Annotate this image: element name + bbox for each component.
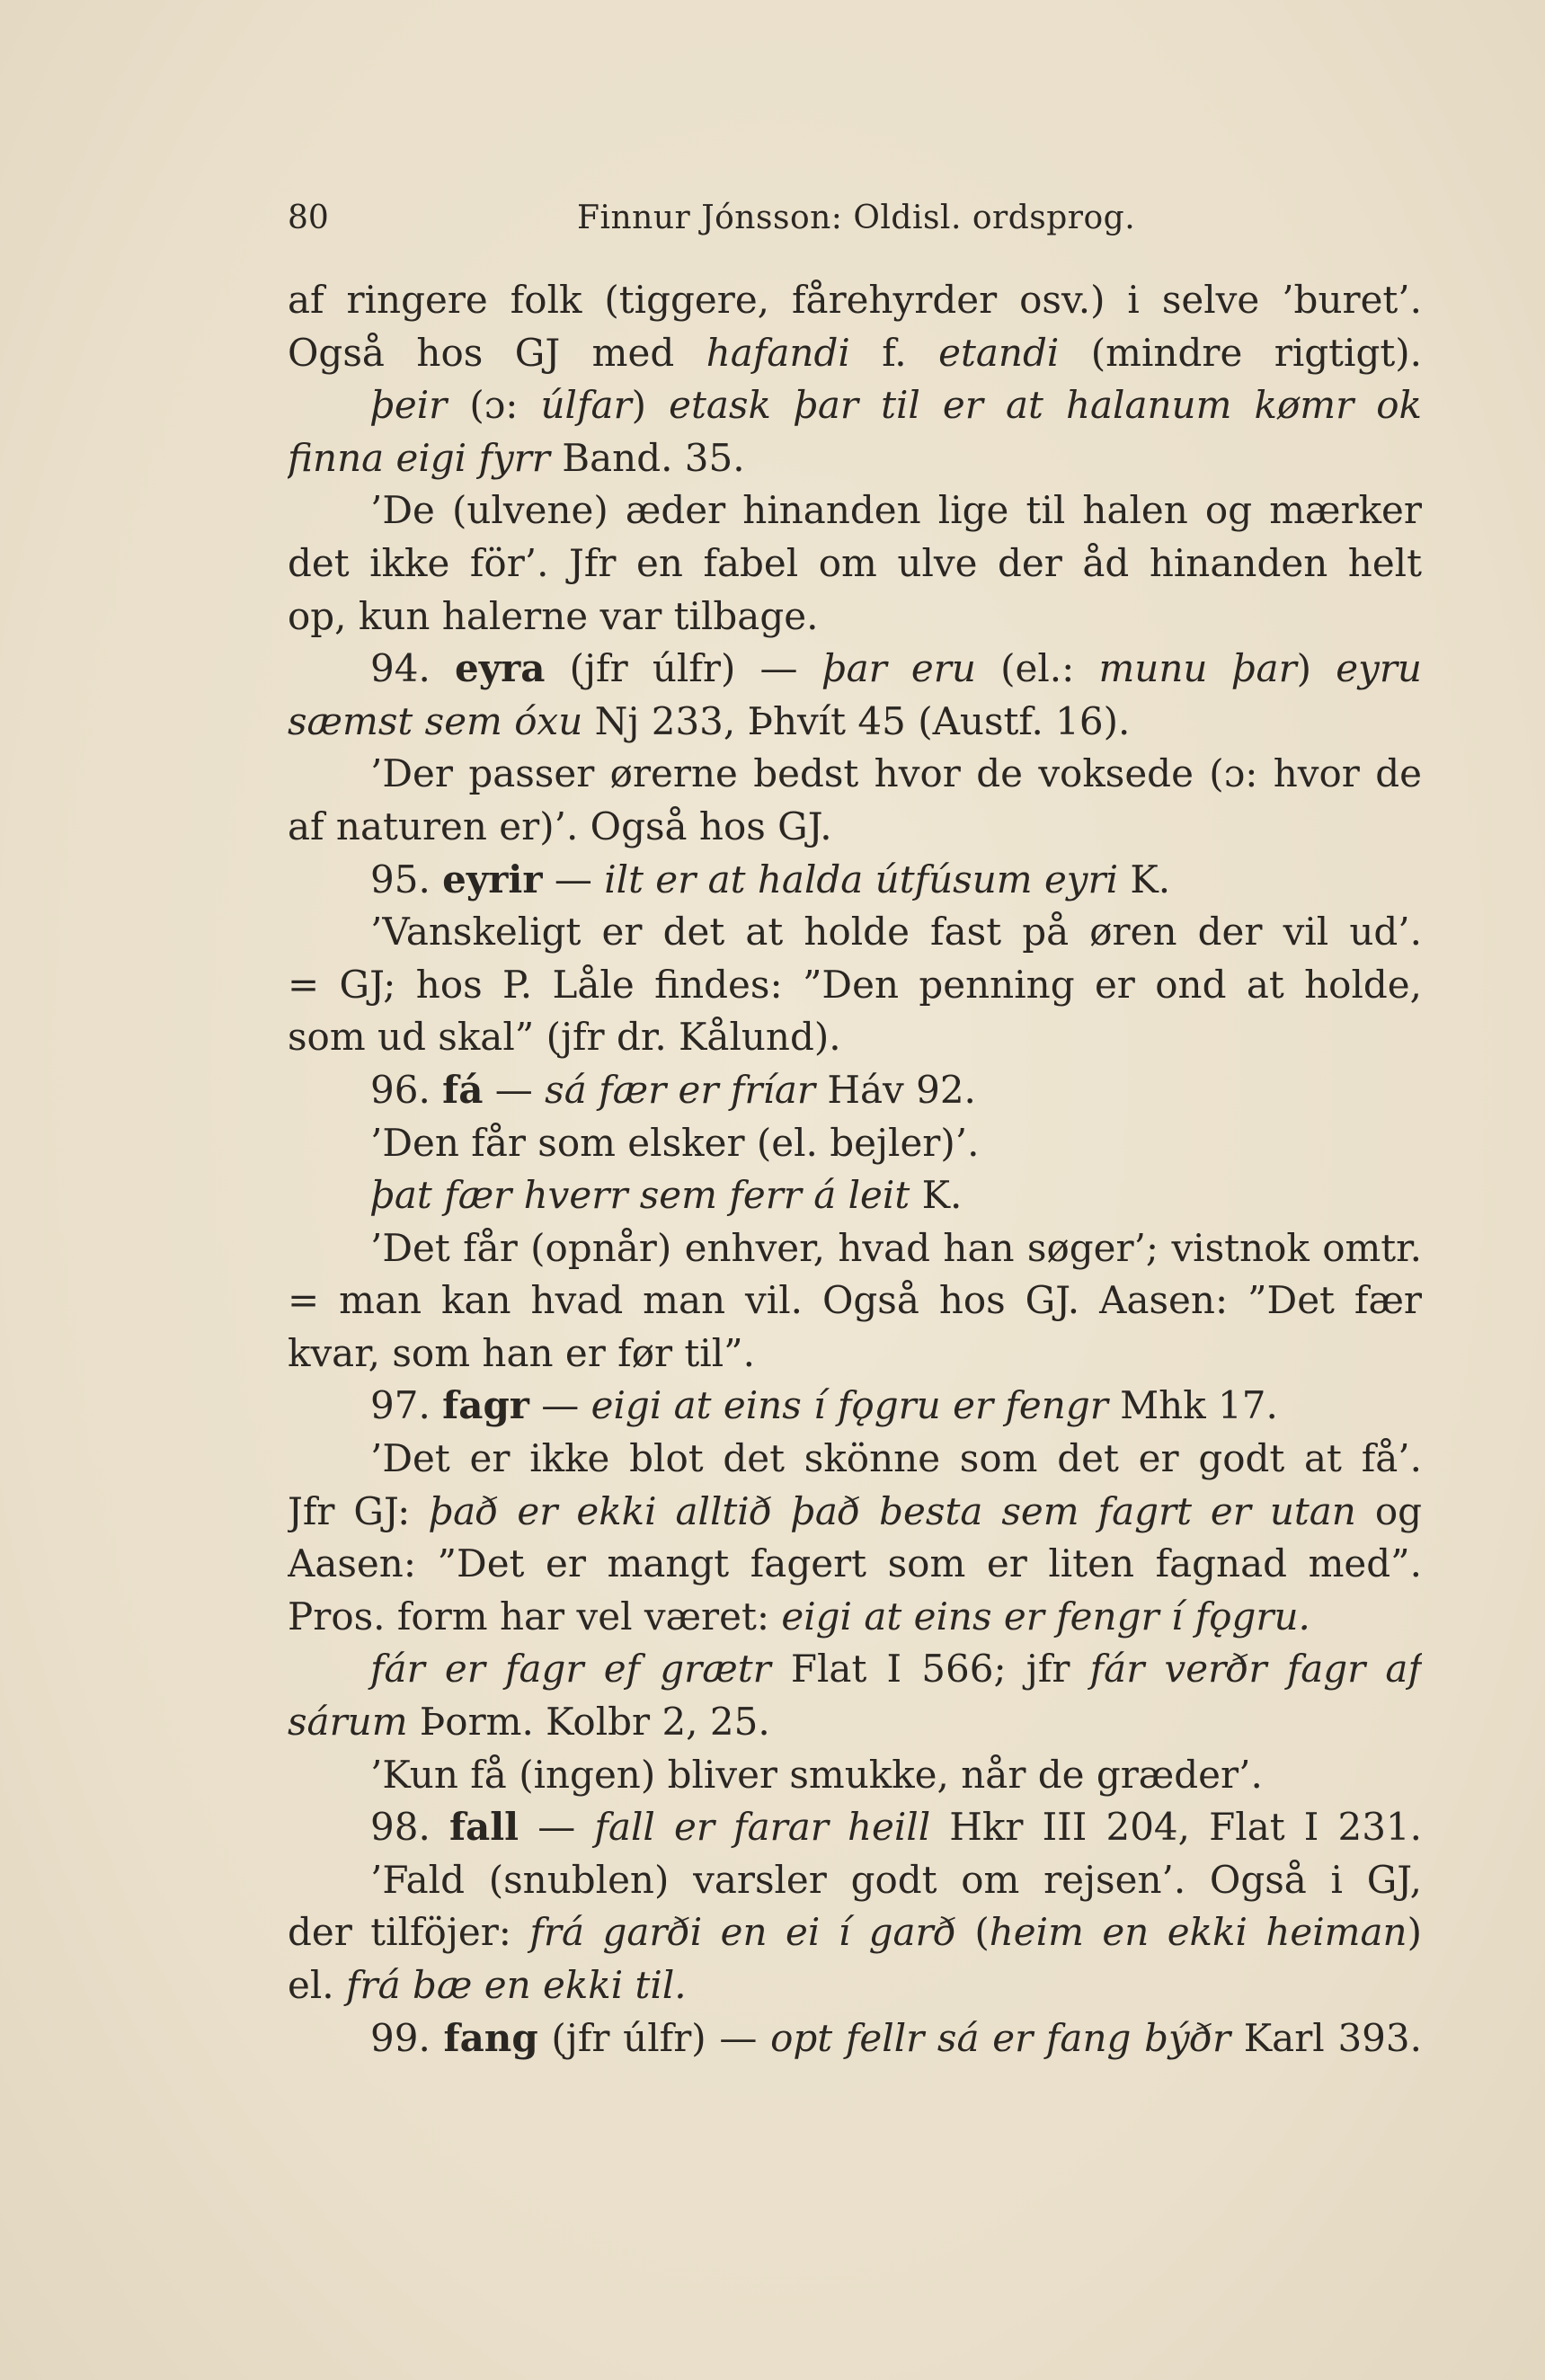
text-line: ’Vanskeligt er det at holde fast på øren der vil ud’. (370, 910, 1422, 955)
text-line: op, kun halerne var tilbage. (288, 593, 819, 638)
text-line: 97. fagr — eigi at eins í fǫgru er fengr Mhk 17. (370, 1383, 1278, 1428)
text-line: sæmst sem óxu Nj 233, Þhvít 45 (Austf. 16). (288, 698, 1131, 743)
text-line: kvar, som han er før til”. (288, 1330, 755, 1375)
text-line: sárum Þorm. Kolbr 2, 25. (288, 1700, 770, 1745)
text-line: þeir (ɔ: úlfar) etask þar til er at halanum kømr ok (370, 383, 1422, 428)
text-line: ’Der passer ørerne bedst hvor de voksede (ɔ: hvor de (370, 751, 1422, 796)
page-body-text (288, 274, 1422, 2065)
text-line: þat fær hverr sem ferr á leit K. (370, 1173, 963, 1218)
text-line: ’De (ulvene) æder hinanden lige til halen og mærker (370, 488, 1422, 533)
text-line: ’Den får som elsker (el. bejler)’. (370, 1120, 980, 1165)
running-header (288, 200, 1420, 253)
text-line: 99. fang (jfr úlfr) — opt fellr sá er fang býðr Karl 393. (370, 2015, 1422, 2060)
text-line: el. frá bæ en ekki til. (288, 1963, 687, 2007)
text-line: Aasen: ”Det er mangt fagert som er liten fagnad med”. (288, 1541, 1422, 1586)
running-title: Finnur Jónsson: Oldisl. ordsprog. (577, 200, 1136, 236)
text-line: som ud skal” (jfr dr. Kålund). (288, 1015, 841, 1060)
text-line: 95. eyrir — ilt er at halda útfúsum eyri K. (370, 857, 1171, 901)
text-line: der tilföjer: frá garði en ei í garð (heim en ekki heiman) (288, 1910, 1422, 1955)
text-line: ’Det er ikke blot det skönne som det er godt at få’. (370, 1436, 1422, 1481)
text-line: 94. eyra (jfr úlfr) — þar eru (el.: munu þar) eyru (370, 646, 1422, 691)
text-line: finna eigi fyrr Band. 35. (288, 435, 745, 480)
text-line: det ikke för’. Jfr en fabel om ulve der åd hinanden helt (288, 540, 1422, 585)
text-line: ’Det får (opnår) enhver, hvad han søger’; vistnok omtr. (370, 1225, 1422, 1270)
text-line: fár er fagr ef grætr Flat I 566; jfr fár verðr fagr af (370, 1647, 1422, 1692)
page-number: 80 (288, 200, 329, 236)
text-line: 98. fall — fall er farar heill Hkr III 204, Flat I 231. (370, 1805, 1422, 1850)
text-line: 96. fá — sá fær er fríar Háv 92. (370, 1067, 976, 1112)
text-line: Pros. form har vel været: eigi at eins er fengr í fǫgru. (288, 1594, 1310, 1638)
text-line: af ringere folk (tiggere, fårehyrder osv.) i selve ’buret’. (288, 278, 1422, 322)
text-line: ’Kun få (ingen) bliver smukke, når de græder’. (370, 1752, 1263, 1797)
text-line: = GJ; hos P. Låle findes: ”Den penning er ond at holde, (288, 962, 1422, 1007)
text-line: = man kan hvad man vil. Også hos GJ. Aasen: ”Det fær (288, 1278, 1422, 1323)
text-line: Jfr GJ: það er ekki alltið það besta sem fagrt er utan og (288, 1488, 1422, 1533)
text-line: ’Fald (snublen) varsler godt om rejsen’. Også i GJ, (370, 1857, 1422, 1902)
text-line: Også hos GJ med hafandi f. etandi (mindre rigtigt). (288, 330, 1422, 375)
text-line: af naturen er)’. Også hos GJ. (288, 804, 832, 848)
